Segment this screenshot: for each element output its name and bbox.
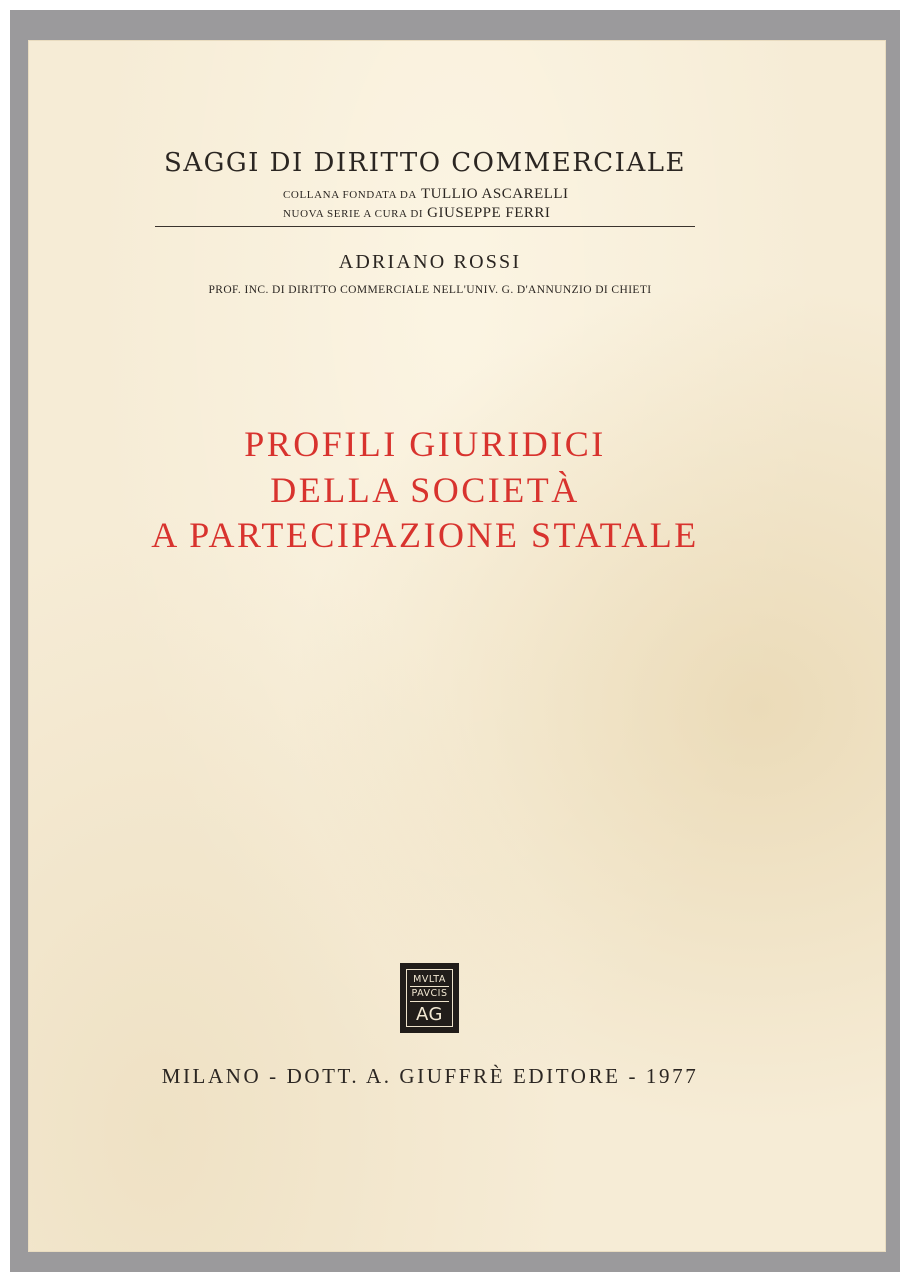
publisher-imprint: MILANO - DOTT. A. GIUFFRÈ EDITORE - 1977 — [161, 1064, 699, 1088]
founder-name: TULLIO ASCARELLI — [420, 186, 569, 202]
logo-text-paucis: PAVCIS — [411, 988, 448, 999]
author-affiliation: PROF. INC. DI DIRITTO COMMERCIALE NELL'UNIV. G. D'ANNUNZIO DI CHIETI — [208, 284, 652, 296]
logo-text-multa: MVLTA — [413, 974, 446, 985]
logo-separator — [410, 1001, 449, 1002]
editor-prefix: NUOVA SERIE A CURA DI — [283, 208, 424, 220]
publisher-logo-frame — [406, 969, 453, 1027]
publisher-logo — [400, 963, 459, 1033]
divider-rule — [155, 226, 695, 227]
logo-separator — [410, 986, 449, 987]
series-title: SAGGI DI DIRITTO COMMERCIALE — [164, 148, 686, 178]
book-title-line-3: A PARTECIPAZIONE STATALE — [151, 515, 699, 555]
book-title-line-1: PROFILI GIURIDICI — [244, 424, 606, 464]
book-title-line-2: DELLA SOCIETÀ — [270, 470, 580, 510]
series-founder-line — [283, 185, 703, 203]
author-name: ADRIANO ROSSI — [338, 251, 522, 273]
logo-text-ag: AG — [416, 1004, 443, 1025]
editor-name: GIUSEPPE FERRI — [427, 205, 551, 221]
series-editor-line — [283, 204, 703, 222]
founder-prefix: COLLANA FONDATA DA — [283, 189, 417, 201]
